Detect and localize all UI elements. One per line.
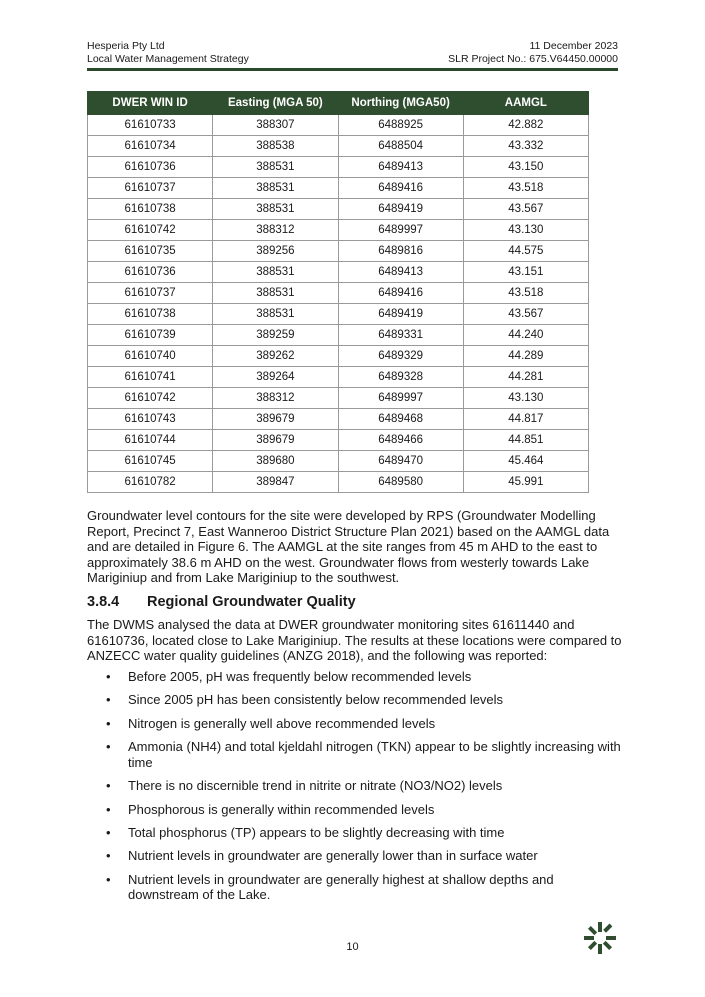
table-cell: 43.567 [463,304,588,325]
table-cell: 6489328 [338,367,463,388]
table-cell: 61610745 [88,451,213,472]
column-header: Northing (MGA50) [338,92,463,115]
table-cell: 44.289 [463,346,588,367]
list-item-text: Nutrient levels in groundwater are generally highest at shallow depths and downstream of the Lake. [128,871,554,903]
table-cell: 61610742 [88,388,213,409]
table-cell: 45.464 [463,451,588,472]
table-cell: 61610742 [88,220,213,241]
list-item-text: Ammonia (NH4) and total kjeldahl nitrogen (TKN) appear to be slightly increasing with time [128,739,621,770]
table-cell: 43.130 [463,220,588,241]
table-cell: 61610736 [88,262,213,283]
table-cell: 44.817 [463,409,588,430]
table-cell: 61610736 [88,157,213,178]
findings-list [87,669,627,911]
table-row [88,325,589,346]
list-item [87,692,627,708]
table-cell: 44.281 [463,367,588,388]
table-cell: 43.518 [463,283,588,304]
header-divider [87,68,618,71]
contours-paragraph: Groundwater level contours for the site were developed by RPS (Groundwater Modelling Report, Precinct 7, East Wanneroo District Structure Plan 2021) based on the AAMGL data and are detailed in Figure 6. The AAMGL at the site ranges from 45 m AHD to the east to approximately 38.6 m AHD on the west. Groundwater flows from westerly towards Lake Mariginiup and from Lake Mariginiup to the southwest. [87,508,610,586]
table-cell: 61610782 [88,472,213,493]
table-cell: 389679 [213,430,338,451]
table-cell: 6489416 [338,178,463,199]
groundwater-bores-table [87,91,589,493]
dwms-paragraph: The DWMS analysed the data at DWER groundwater monitoring sites 61611440 and 61610736, located close to Lake Mariginiup. The results at these locations were compared to ANZECC water quality guidelines (ANZG 2018), and the following was reported: [87,617,622,664]
table-cell: 388312 [213,220,338,241]
table-row [88,241,589,262]
table-cell: 6488925 [338,115,463,136]
table-row [88,346,589,367]
table-cell: 44.575 [463,241,588,262]
list-item [87,716,627,732]
table-cell: 388531 [213,262,338,283]
list-item [87,669,627,685]
list-item [87,872,627,903]
list-item-text: Before 2005, pH was frequently below recommended levels [128,669,472,684]
bullet-icon: • [106,715,111,731]
table-cell: 42.882 [463,115,588,136]
table-cell: 6489419 [338,304,463,325]
table-cell: 6489416 [338,283,463,304]
page-number: 10 [346,941,359,953]
table-row [88,157,589,178]
bullet-icon: • [106,801,111,817]
table-cell: 6489997 [338,388,463,409]
list-item-text: Total phosphorus (TP) appears to be slightly decreasing with time [128,824,505,840]
table-cell: 61610740 [88,346,213,367]
table-cell: 43.150 [463,157,588,178]
list-item-text: There is no discernible trend in nitrite or nitrate (NO3/NO2) levels [128,778,503,794]
table-cell: 6489997 [338,220,463,241]
bullet-icon: • [106,871,111,887]
list-item [87,739,627,770]
table-body [88,115,589,493]
table-row [88,199,589,220]
table-cell: 61610734 [88,136,213,157]
document-date: 11 December 2023 [529,40,618,52]
table-row [88,367,589,388]
table-cell: 6488504 [338,136,463,157]
table-row [88,262,589,283]
table-row [88,136,589,157]
table-cell: 61610739 [88,325,213,346]
table-cell: 388312 [213,388,338,409]
company-name: Hesperia Pty Ltd [87,40,165,52]
table-cell: 388531 [213,157,338,178]
table-cell: 45.991 [463,472,588,493]
table-cell: 61610733 [88,115,213,136]
column-header: Easting (MGA 50) [213,92,338,115]
bullet-icon: • [106,824,111,840]
table-header-row [88,92,589,115]
table-cell: 43.151 [463,262,588,283]
table-cell: 61610741 [88,367,213,388]
table-cell: 61610743 [88,409,213,430]
table-cell: 389262 [213,346,338,367]
table-cell: 388538 [213,136,338,157]
table-cell: 6489329 [338,346,463,367]
table-cell: 61610738 [88,199,213,220]
list-item-text: Nutrient levels in groundwater are generally lower than in surface water [128,848,538,864]
table-cell: 6489580 [338,472,463,493]
table-row [88,220,589,241]
table-row [88,388,589,409]
table-cell: 43.130 [463,388,588,409]
table-cell: 389680 [213,451,338,472]
table-cell: 389264 [213,367,338,388]
table-cell: 389259 [213,325,338,346]
table-cell: 6489816 [338,241,463,262]
table-cell: 61610737 [88,178,213,199]
table-row [88,178,589,199]
table-row [88,451,589,472]
table-cell: 61610744 [88,430,213,451]
table-row [88,409,589,430]
project-number: SLR Project No.: 675.V64450.00000 [448,53,618,65]
table-cell: 6489470 [338,451,463,472]
bullet-icon: • [106,739,111,755]
section-title: Regional Groundwater Quality [147,594,356,610]
table-row [88,304,589,325]
bullet-icon: • [106,692,111,708]
section-number: 3.8.4 [87,594,120,610]
list-item-text: Phosphorous is generally within recommended levels [128,801,435,817]
document-title: Local Water Management Strategy [87,53,249,65]
table-cell: 389256 [213,241,338,262]
table-cell: 61610735 [88,241,213,262]
table-row [88,430,589,451]
table-cell: 6489413 [338,157,463,178]
list-item-text: Nitrogen is generally well above recommended levels [128,715,436,731]
list-item [87,802,627,818]
table-cell: 388531 [213,178,338,199]
list-item [87,778,627,794]
table-cell: 6489331 [338,325,463,346]
list-item [87,825,627,841]
table-cell: 388307 [213,115,338,136]
column-header: DWER WIN ID [88,92,213,115]
table-cell: 389679 [213,409,338,430]
table-cell: 389847 [213,472,338,493]
table-row [88,283,589,304]
table-cell: 6489468 [338,409,463,430]
table-cell: 388531 [213,304,338,325]
table-cell: 43.567 [463,199,588,220]
table-cell: 6489413 [338,262,463,283]
bullet-icon: • [106,848,111,864]
table-cell: 61610737 [88,283,213,304]
bullet-icon: • [106,778,111,794]
table-cell: 388531 [213,283,338,304]
column-header: AAMGL [463,92,588,115]
table-row [88,115,589,136]
table-cell: 44.240 [463,325,588,346]
table-cell: 44.851 [463,430,588,451]
list-item [87,848,627,864]
section-heading [87,594,356,610]
table-cell: 61610738 [88,304,213,325]
table-cell: 43.518 [463,178,588,199]
bullet-icon: • [106,669,111,684]
table-cell: 6489466 [338,430,463,451]
list-item-text: Since 2005 pH has been consistently below recommended levels [128,692,504,708]
table-row [88,472,589,493]
table-cell: 388531 [213,199,338,220]
table-cell: 43.332 [463,136,588,157]
slr-logo-icon [582,920,618,956]
table-cell: 6489419 [338,199,463,220]
